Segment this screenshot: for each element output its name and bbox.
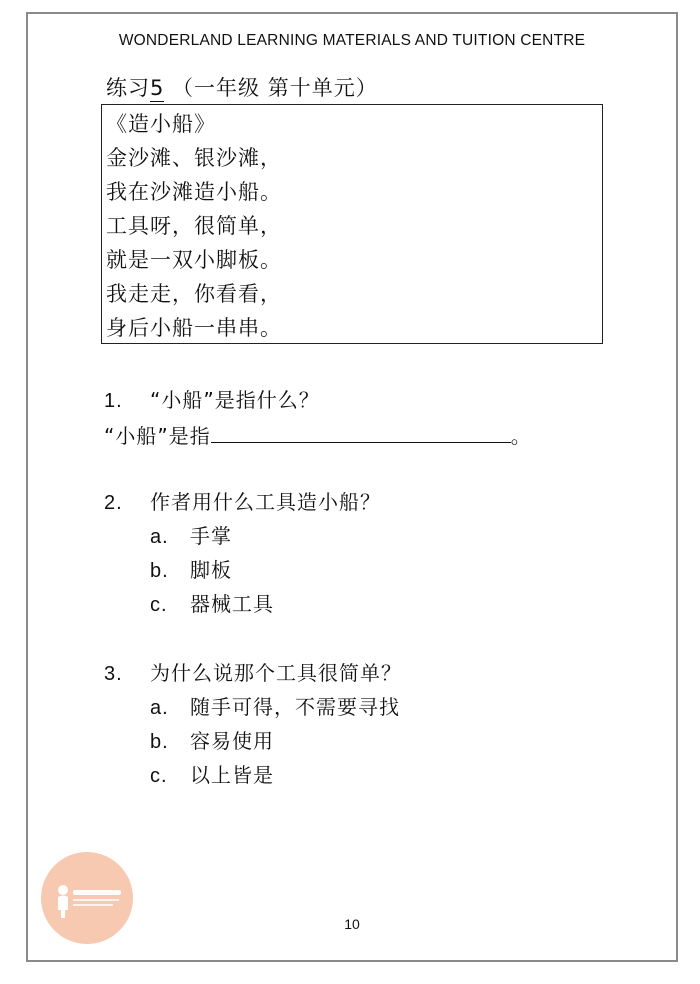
logo-icon [41, 852, 133, 944]
question-number: 3. [104, 663, 123, 685]
option-3a[interactable] [150, 691, 400, 720]
page-number: 10 [344, 916, 360, 932]
question-number: 2. [104, 492, 123, 514]
title-number: 5 [150, 76, 165, 100]
question-1 [104, 384, 320, 413]
option-3c[interactable] [150, 759, 274, 788]
option-text: 脚板 [190, 558, 232, 582]
option-text: 以上皆是 [190, 763, 274, 787]
poem-title: 《造小船》 [106, 112, 216, 136]
question-3 [104, 657, 402, 686]
option-text: 手掌 [190, 524, 232, 548]
option-3b[interactable] [150, 725, 274, 754]
poem-line: 我走走，你看看， [106, 282, 282, 306]
question-number: 1. [104, 390, 123, 412]
answer-prefix: “小船”是指 [104, 424, 211, 448]
worksheet-page [26, 12, 678, 962]
exercise-title [106, 72, 378, 102]
option-letter: c. [150, 594, 168, 616]
answer-line-1 [104, 420, 532, 449]
option-letter: b. [150, 560, 169, 582]
poem-line: 就是一双小脚板。 [106, 248, 282, 272]
poem-line: 工具呀，很简单， [106, 214, 282, 238]
title-suffix: （一年级 第十单元） [164, 76, 378, 100]
question-text: “小船”是指什么？ [150, 388, 320, 412]
option-2b[interactable] [150, 554, 232, 583]
poem-box [101, 104, 603, 344]
option-text: 容易使用 [190, 729, 274, 753]
poem-line: 金沙滩、银沙滩， [106, 146, 282, 170]
answer-suffix: 。 [510, 424, 532, 448]
question-text: 为什么说那个工具很简单？ [150, 661, 402, 685]
poem-line: 身后小船一串串。 [106, 316, 282, 340]
answer-blank[interactable] [211, 424, 511, 443]
option-2a[interactable] [150, 520, 232, 549]
question-text: 作者用什么工具造小船？ [150, 490, 381, 514]
centre-header: WONDERLAND LEARNING MATERIALS AND TUITION CENTRE [118, 32, 586, 49]
option-text: 随手可得，不需要寻找 [190, 695, 400, 719]
option-letter: a. [150, 526, 169, 548]
option-letter: a. [150, 697, 169, 719]
option-letter: c. [150, 765, 168, 787]
title-prefix: 练习 [106, 76, 150, 100]
option-letter: b. [150, 731, 169, 753]
option-text: 器械工具 [190, 592, 274, 616]
poem-line: 我在沙滩造小船。 [106, 180, 282, 204]
wonderland-logo [41, 852, 133, 944]
question-2 [104, 486, 381, 515]
option-2c[interactable] [150, 588, 274, 617]
